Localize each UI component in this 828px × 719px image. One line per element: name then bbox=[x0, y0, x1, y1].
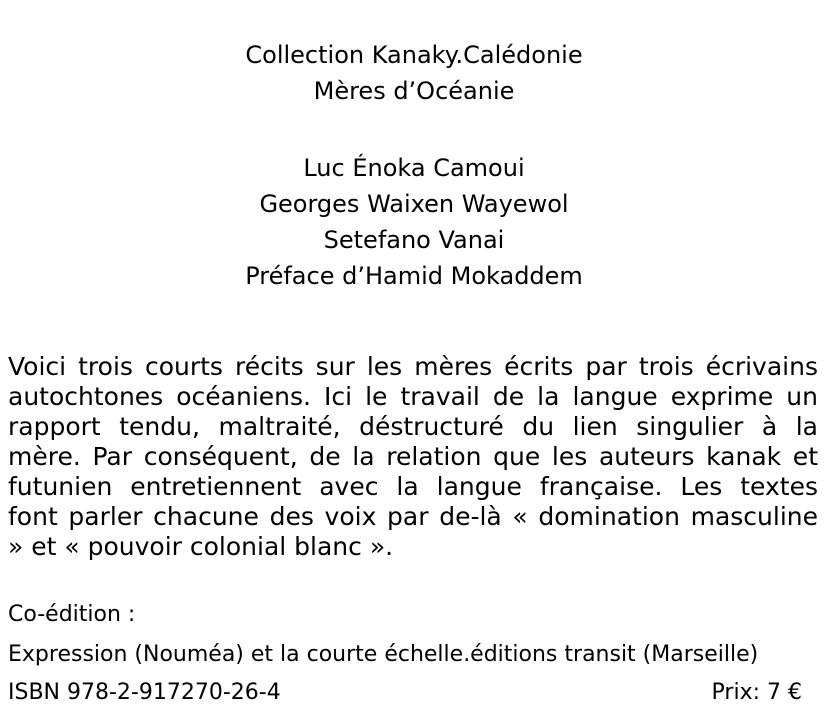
description-line: Voici trois courts récits sur les mères écrits par trois écrivains bbox=[8, 352, 818, 381]
preface-credit: Préface d’Hamid Mokaddem bbox=[245, 262, 583, 290]
title-block bbox=[0, 37, 828, 109]
publishers-line: Expression (Nouméa) et la courte échelle.éditions transit (Marseille) bbox=[8, 642, 759, 667]
description-line: rapport tendu, maltraité, déstructuré du lien singulier à la bbox=[8, 412, 818, 441]
description-line: » et « pouvoir colonial blanc ». bbox=[8, 532, 394, 561]
authors-block bbox=[0, 150, 828, 294]
description-line: mère. Par conséquent, de la relation que les auteurs kanak et bbox=[8, 442, 818, 471]
author-name: Georges Waixen Wayewol bbox=[259, 190, 569, 218]
description-line: futunien entretiennent avec la langue française. Les textes bbox=[8, 472, 818, 501]
description-line: autochtones océaniens. Ici le travail de la langue exprime un bbox=[8, 382, 818, 411]
author-name: Luc Énoka Camoui bbox=[303, 154, 525, 182]
coedition-label: Co-édition : bbox=[8, 602, 136, 627]
author-name: Setefano Vanai bbox=[323, 226, 505, 254]
isbn-number: ISBN 978-2-917270-26-4 bbox=[8, 680, 281, 705]
collection-name: Collection Kanaky.Calédonie bbox=[245, 41, 583, 69]
book-description bbox=[8, 352, 818, 562]
price-label: Prix: 7 € bbox=[711, 680, 802, 705]
book-title: Mères d’Océanie bbox=[313, 77, 515, 105]
description-line: font parler chacune des voix par de-là « domination masculine bbox=[8, 502, 818, 531]
